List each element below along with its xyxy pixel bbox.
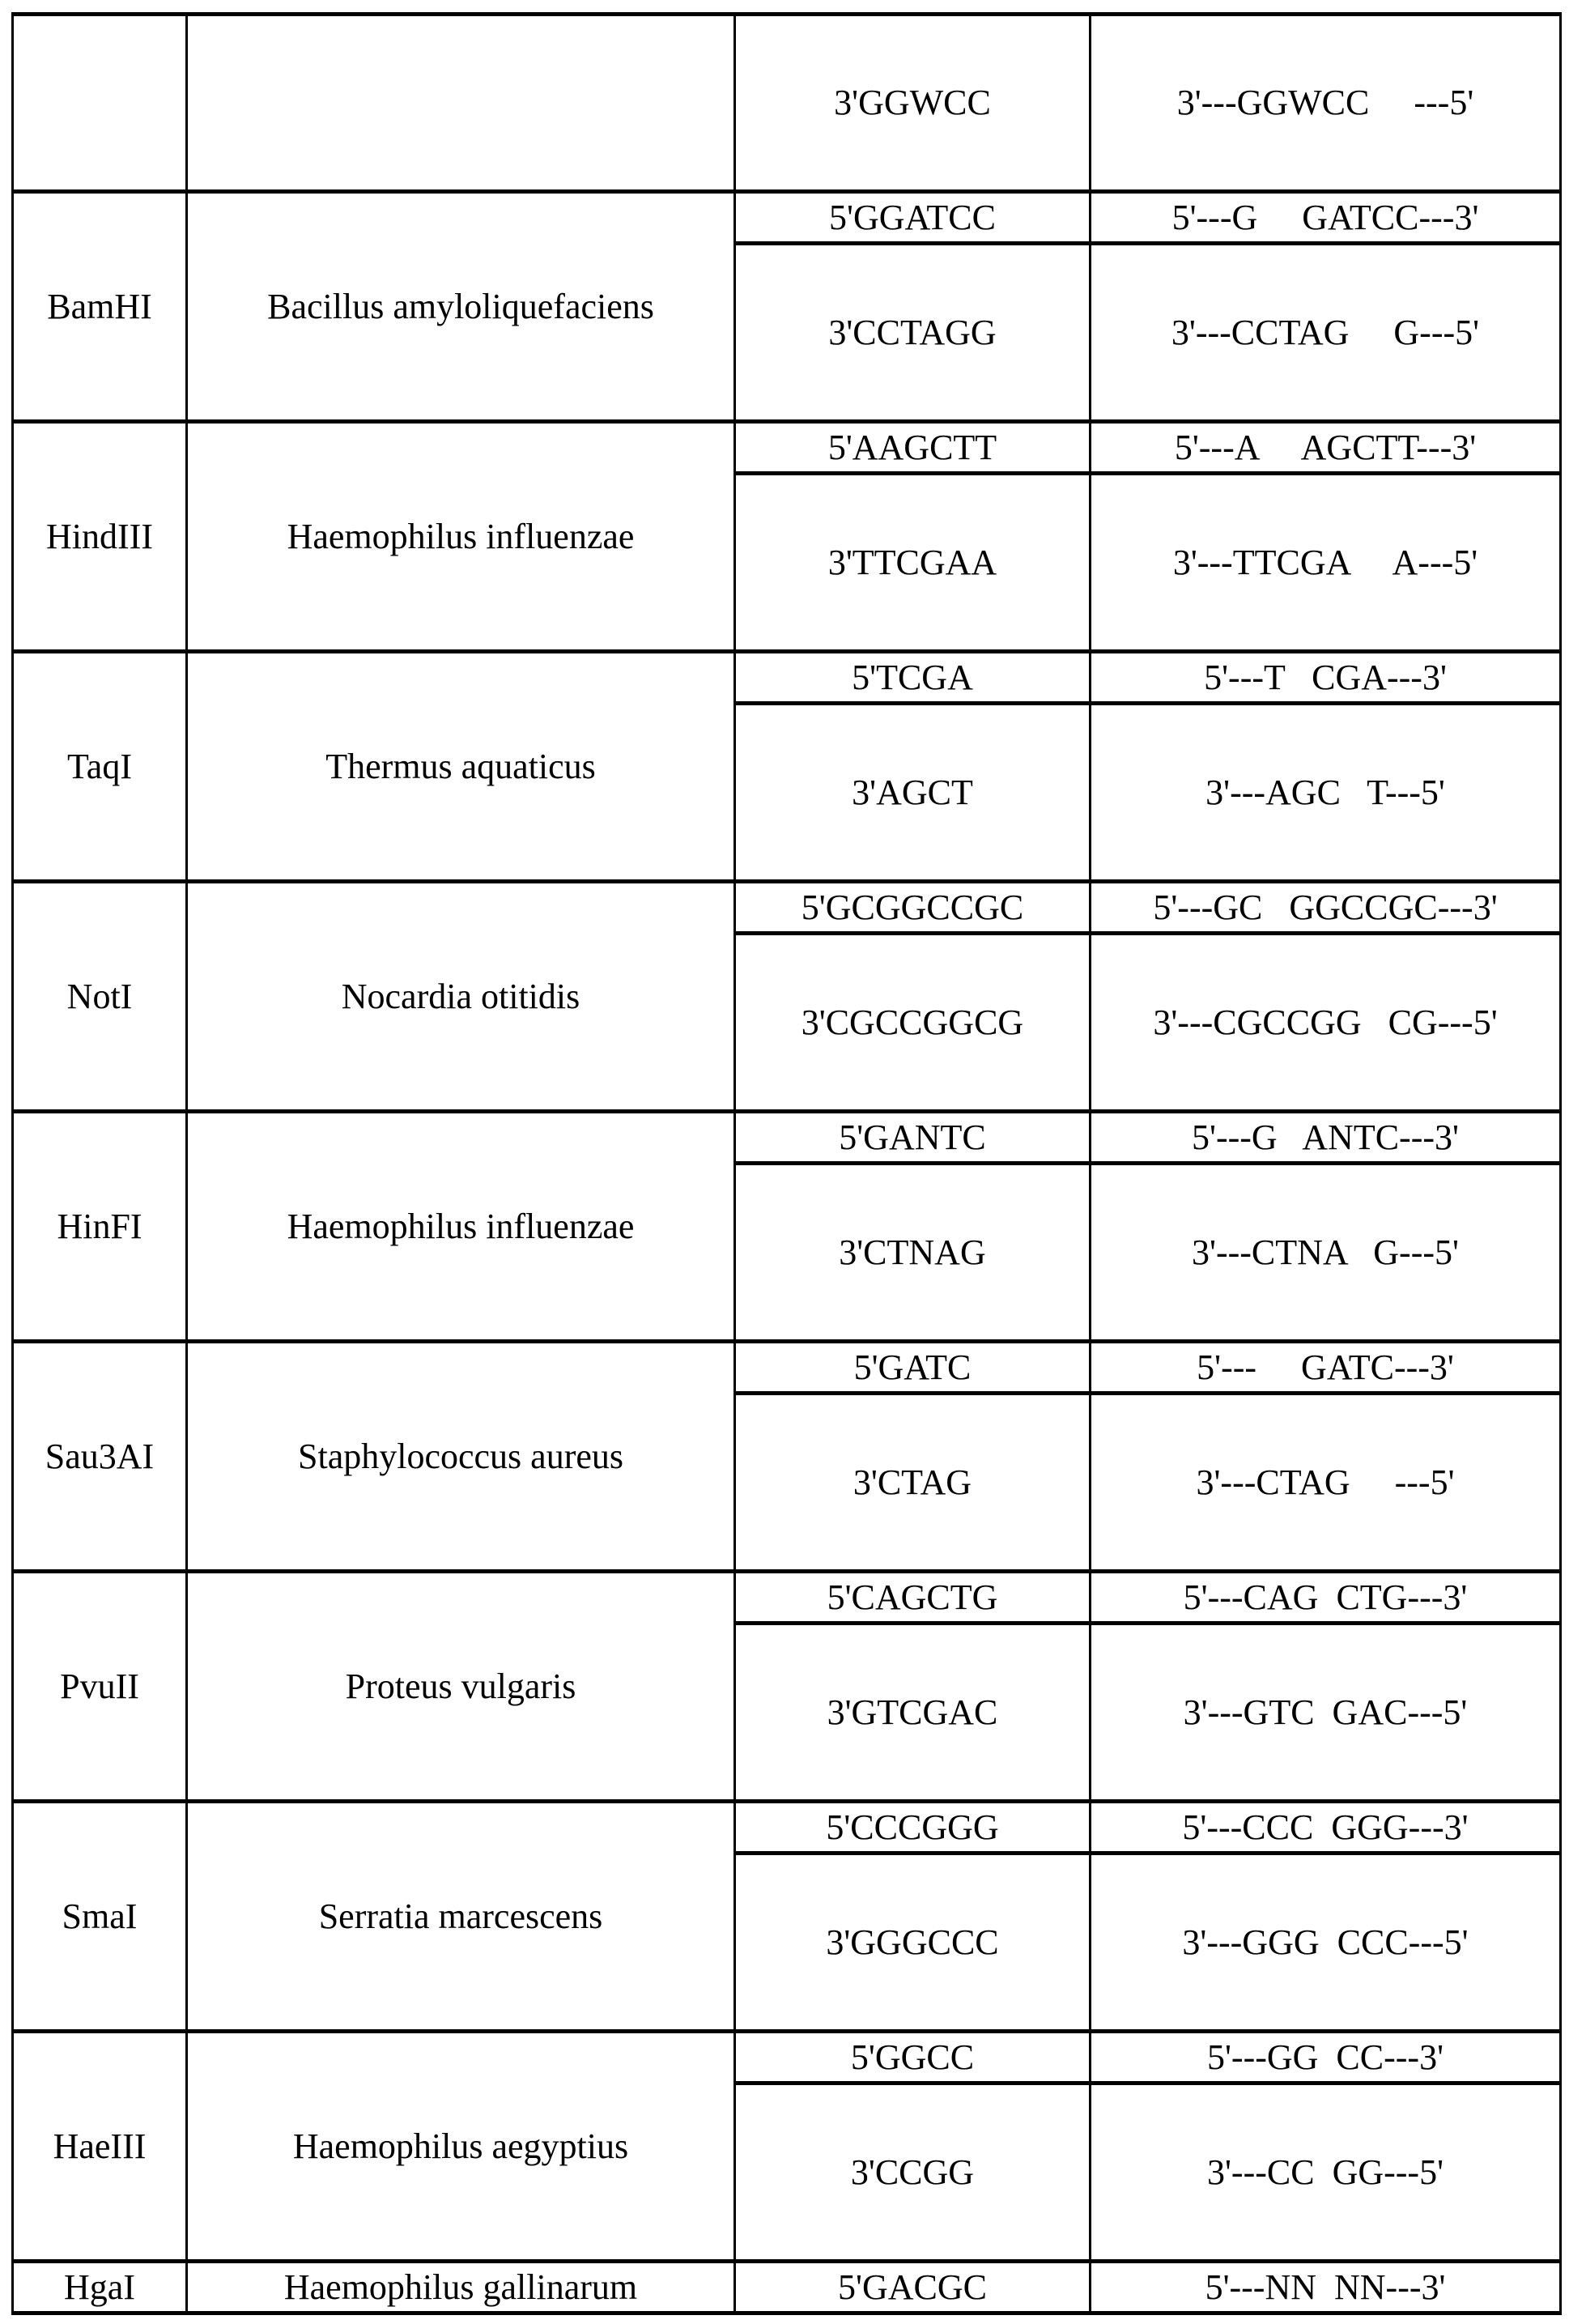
organism-cell: Haemophilus influenzae — [187, 422, 735, 652]
organism-cell: Serratia marcescens — [187, 1802, 735, 2032]
cut-bottom-cell: 3'---AGC T---5' — [1091, 704, 1561, 882]
recognition-bottom-cell: 3'CCGG — [735, 2084, 1091, 2262]
cut-top-cell: 5'---GC GGCCGC---3' — [1091, 882, 1561, 934]
table-row — [13, 1112, 1561, 1164]
recognition-top-cell: 5'GANTC — [735, 1112, 1091, 1164]
table-row — [13, 192, 1561, 244]
table-row-last — [13, 2262, 1561, 2313]
enzyme-cell — [13, 15, 187, 192]
recognition-top-cell: 5'GGCC — [735, 2032, 1091, 2084]
organism-cell: Thermus aquaticus — [187, 652, 735, 882]
organism-cell: Haemophilus influenzae — [187, 1112, 735, 1342]
recognition-bottom-cell: 3'GGGCCC — [735, 1854, 1091, 2032]
recognition-top-cell: 5'CCCGGG — [735, 1802, 1091, 1854]
enzyme-cell: HindIII — [13, 422, 187, 652]
recognition-top-cell: 5'GACGC — [735, 2262, 1091, 2313]
cut-bottom-cell: 3'---CTNA G---5' — [1091, 1164, 1561, 1342]
recognition-bottom-cell: 3'CCTAGG — [735, 244, 1091, 422]
recognition-top-cell: 5'AAGCTT — [735, 422, 1091, 474]
enzyme-cell: NotI — [13, 882, 187, 1112]
cut-top-cell: 5'---CCC GGG---3' — [1091, 1802, 1561, 1854]
table-row — [13, 1572, 1561, 1624]
organism-cell: Staphylococcus aureus — [187, 1342, 735, 1572]
cut-bottom-cell: 3'---TTCGA A---5' — [1091, 474, 1561, 652]
cut-bottom-cell: 3'---CTAG ---5' — [1091, 1394, 1561, 1572]
table-row — [13, 882, 1561, 934]
recognition-bottom-cell: 3'GTCGAC — [735, 1624, 1091, 1802]
organism-cell: Proteus vulgaris — [187, 1572, 735, 1802]
organism-cell: Nocardia otitidis — [187, 882, 735, 1112]
recognition-top-cell: 5'GGATCC — [735, 192, 1091, 244]
cut-top-cell: 5'---CAG CTG---3' — [1091, 1572, 1561, 1624]
enzyme-cell: Sau3AI — [13, 1342, 187, 1572]
recognition-top-cell: 5'CAGCTG — [735, 1572, 1091, 1624]
recognition-bottom-cell: 3'TTCGAA — [735, 474, 1091, 652]
table-row — [13, 1342, 1561, 1394]
cut-bottom-cell: 3'---CC GG---5' — [1091, 2084, 1561, 2262]
cut-bottom-cell: 3'---GGG CCC---5' — [1091, 1854, 1561, 2032]
recognition-bottom-cell: 3'CGCCGGCG — [735, 934, 1091, 1112]
enzyme-cell: TaqI — [13, 652, 187, 882]
organism-cell: Haemophilus aegyptius — [187, 2032, 735, 2262]
recognition-top-cell: 5'GCGGCCGC — [735, 882, 1091, 934]
enzyme-cell: HinFI — [13, 1112, 187, 1342]
organism-cell — [187, 15, 735, 192]
cut-top-cell: 5'---NN NN---3' — [1091, 2262, 1561, 2313]
cut-bottom-cell: 3'---GGWCC ---5' — [1091, 15, 1561, 192]
enzyme-cell: SmaI — [13, 1802, 187, 2032]
recognition-bottom-cell: 3'CTAG — [735, 1394, 1091, 1572]
table-row — [13, 1802, 1561, 1854]
cut-top-cell: 5'--- GATC---3' — [1091, 1342, 1561, 1394]
cut-bottom-cell: 3'---CGCCGG CG---5' — [1091, 934, 1561, 1112]
enzyme-cell: PvuII — [13, 1572, 187, 1802]
cut-bottom-cell: 3'---GTC GAC---5' — [1091, 1624, 1561, 1802]
enzyme-cell: HgaI — [13, 2262, 187, 2313]
organism-cell: Bacillus amyloliquefaciens — [187, 192, 735, 422]
cut-bottom-cell: 3'---CCTAG G---5' — [1091, 244, 1561, 422]
restriction-enzyme-table — [11, 12, 1562, 2315]
cut-top-cell: 5'---G GATCC---3' — [1091, 192, 1561, 244]
cut-top-cell: 5'---A AGCTT---3' — [1091, 422, 1561, 474]
table-row-continued — [13, 15, 1561, 192]
organism-cell: Haemophilus gallinarum — [187, 2262, 735, 2313]
table-row — [13, 2032, 1561, 2084]
cut-top-cell: 5'---T CGA---3' — [1091, 652, 1561, 704]
recognition-top-cell: 5'TCGA — [735, 652, 1091, 704]
enzyme-cell: BamHI — [13, 192, 187, 422]
recognition-bottom-cell: 3'AGCT — [735, 704, 1091, 882]
cut-top-cell: 5'---G ANTC---3' — [1091, 1112, 1561, 1164]
cut-top-cell: 5'---GG CC---3' — [1091, 2032, 1561, 2084]
recognition-top-cell: 5'GATC — [735, 1342, 1091, 1394]
table-row — [13, 422, 1561, 474]
recognition-bottom-cell: 3'GGWCC — [735, 15, 1091, 192]
enzyme-cell: HaeIII — [13, 2032, 187, 2262]
recognition-bottom-cell: 3'CTNAG — [735, 1164, 1091, 1342]
table-row — [13, 652, 1561, 704]
